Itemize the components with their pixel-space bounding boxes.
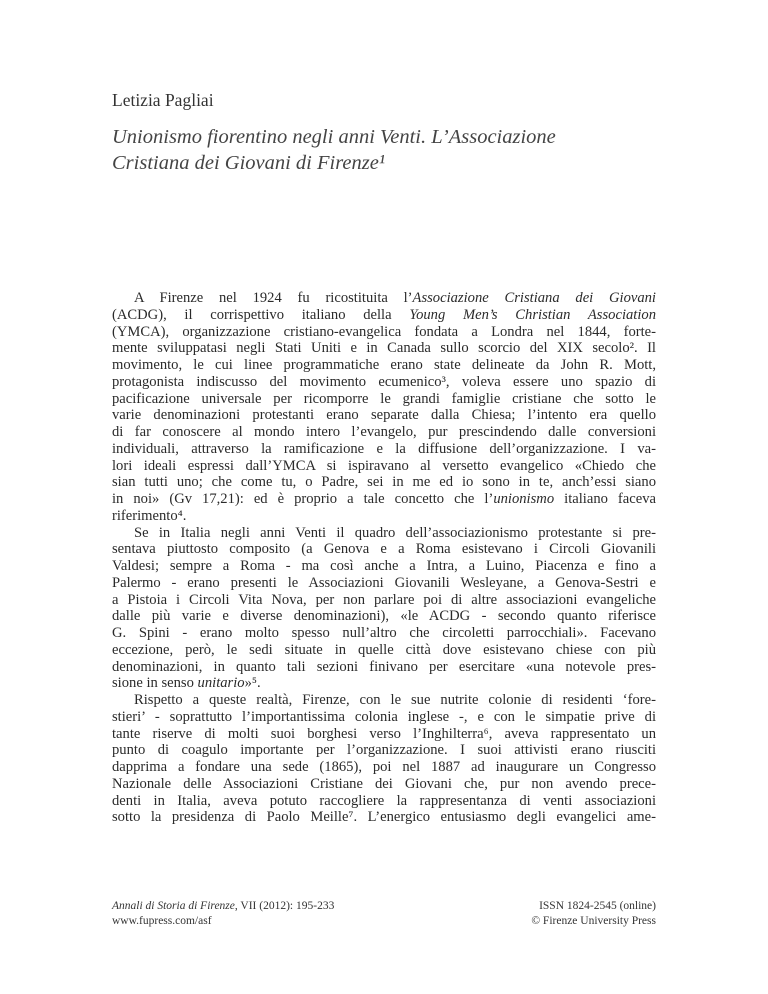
footer-citation <box>112 899 334 929</box>
journal-citation: , VII (2012): 195-233 <box>234 900 335 912</box>
text-segment: di far conoscere al mondo intero l’evangelo, pur prescindendo dalle conversioni <box>112 424 656 440</box>
article-title <box>112 124 672 176</box>
text-line <box>112 424 656 441</box>
text-segment: G. Spini - erano molto spesso null’altro che circoletti parrocchiali». Facevano <box>112 625 656 641</box>
publisher: © Firenze University Press <box>531 915 656 927</box>
text-line <box>112 290 656 307</box>
text-line <box>112 726 656 743</box>
text-line <box>112 692 656 709</box>
text-line <box>112 625 656 642</box>
author-name: Letizia Pagliai <box>112 90 214 110</box>
text-line <box>112 793 656 810</box>
text-segment: stieri’ - soprattutto l’importantissima colonia inglese -, e con le simpatie prive di <box>112 708 656 725</box>
text-segment: in noi» (Gv 17,21): ed è proprio a tale concetto che l’ <box>112 491 494 507</box>
text-line <box>112 759 656 776</box>
text-line <box>112 809 656 826</box>
text-line <box>112 441 656 458</box>
text-segment: denti in Italia, aveva potuto raccogliere la rappresentanza di venti associazioni <box>112 792 656 809</box>
text-line <box>112 307 656 324</box>
issn: ISSN 1824-2545 (online) <box>539 900 656 912</box>
paragraph <box>112 692 656 826</box>
text-line <box>112 474 656 491</box>
text-segment: Rispetto a queste realtà, Firenze, con le sue nutrite colonie di residenti ‘fore- <box>134 692 656 708</box>
text-segment: Nazionale delle Associazioni Cristiane dei Giovani che, pur non avendo prece- <box>112 775 656 792</box>
journal-url[interactable]: www.fupress.com/asf <box>112 915 212 927</box>
text-line <box>112 324 656 341</box>
text-segment: (YMCA), organizzazione cristiano-evangelica fondata a Londra nel 1844, forte- <box>112 323 656 340</box>
text-line <box>112 374 656 391</box>
text-line <box>112 458 656 475</box>
text-line <box>112 541 656 558</box>
text-line <box>112 575 656 592</box>
text-line <box>112 592 656 609</box>
text-line <box>112 776 656 793</box>
text-line <box>112 491 656 508</box>
text-line <box>112 642 656 659</box>
text-segment: a Pistoia i Circoli Vita Nova, per non parlare poi di altre associazioni evangeliche <box>112 591 656 608</box>
text-segment: (ACDG), il corrispettivo italiano della <box>112 306 410 323</box>
text-line <box>112 340 656 357</box>
article-body <box>112 290 656 826</box>
paragraph <box>112 525 656 693</box>
text-segment: mente sviluppatasi negli Stati Uniti e in Canada sullo scorcio del XIX secolo². Il <box>112 340 656 357</box>
text-segment: sian tutti uno; che come tu, o Padre, sei in me ed io sono in te, anch’essi siano <box>112 474 656 491</box>
article-title-line: Unionismo fiorentino negli anni Venti. L’Associazione <box>112 126 556 148</box>
text-segment: varie denominazioni protestanti erano separate dalla Chiesa; l’intento era quello <box>112 407 656 424</box>
text-segment: individuali, attraverso la ramificazione e la diffusione dell’organizzazione. I va- <box>112 440 656 457</box>
italic-text: unitario <box>197 675 245 692</box>
text-segment: Valdesi; sempre a Roma - ma così anche a Intra, a Luino, Piacenza e fino a <box>112 558 656 574</box>
text-segment: dalle più varie e diverse denominazioni), «le ACDG - secondo quanto riferisce <box>112 608 656 625</box>
text-segment: sotto la presidenza di Paolo Meille⁷. L’energico entusiasmo degli evangelici ame- <box>112 809 656 826</box>
paragraph <box>112 290 656 525</box>
text-segment: Se in Italia negli anni Venti il quadro dell’associazionismo protestante si pre- <box>134 524 656 541</box>
text-segment: movimento, le cui linee programmatiche erano state delineate da John R. Mott, <box>112 357 656 373</box>
text-line <box>112 675 656 692</box>
text-line <box>112 558 656 575</box>
text-line <box>112 709 656 726</box>
text-line <box>112 525 656 542</box>
text-segment: lori ideali espressi dall’YMCA si ispiravano al versetto evangelico «Chiedo che <box>112 457 656 474</box>
text-segment: pacificazione universale per ricomporre le grandi famiglie cristiane che sotto le <box>112 390 656 407</box>
text-segment: tante riserve di molti suoi borghesi verso l’Inghilterra⁶, aveva rappresentato un <box>112 725 656 742</box>
italic-text: Associazione Cristiana dei Giovani <box>412 290 656 306</box>
text-segment: Palermo - erano presenti le Associazioni Giovanili Wesleyane, a Genova-Sestri e <box>112 574 656 591</box>
text-segment: protagonista indiscusso del movimento ecumenico³, voleva essere uno spazio di <box>112 373 656 390</box>
text-segment: riferimento⁴. <box>112 507 187 524</box>
text-segment: sione in senso <box>112 675 198 692</box>
text-segment: denominazioni, in quanto tali sezioni finivano per esercitare «una notevole pres- <box>112 658 656 675</box>
text-line <box>112 608 656 625</box>
text-line <box>112 357 656 374</box>
footer-publisher <box>531 899 656 929</box>
text-segment: eccezione, però, le sedi situate in quelle città dove esistevano chiese con più <box>112 641 656 658</box>
text-line <box>112 407 656 424</box>
text-line <box>112 742 656 759</box>
italic-text: Young Men’s Christian Association <box>409 306 656 323</box>
journal-name: Annali di Storia di Firenze <box>112 900 235 912</box>
text-segment: »⁵. <box>244 675 261 692</box>
text-segment: dapprima a fondare una sede (1865), poi nel 1887 ad inaugurare un Congresso <box>112 759 656 775</box>
text-segment: italiano faceva <box>554 491 656 507</box>
text-segment: punto di coagulo importante per l’organizzazione. I suoi attivisti erano riusciti <box>112 742 656 759</box>
text-segment: sentava piuttosto composito (a Genova e a Roma esistevano i Circoli Giovanili <box>112 541 656 558</box>
article-title-line: Cristiana dei Giovani di Firenze¹ <box>112 152 386 174</box>
text-line <box>112 659 656 676</box>
text-line <box>112 508 656 525</box>
italic-text: unionismo <box>493 491 555 507</box>
text-segment: A Firenze nel 1924 fu ricostituita l’ <box>134 290 413 306</box>
text-line <box>112 391 656 408</box>
